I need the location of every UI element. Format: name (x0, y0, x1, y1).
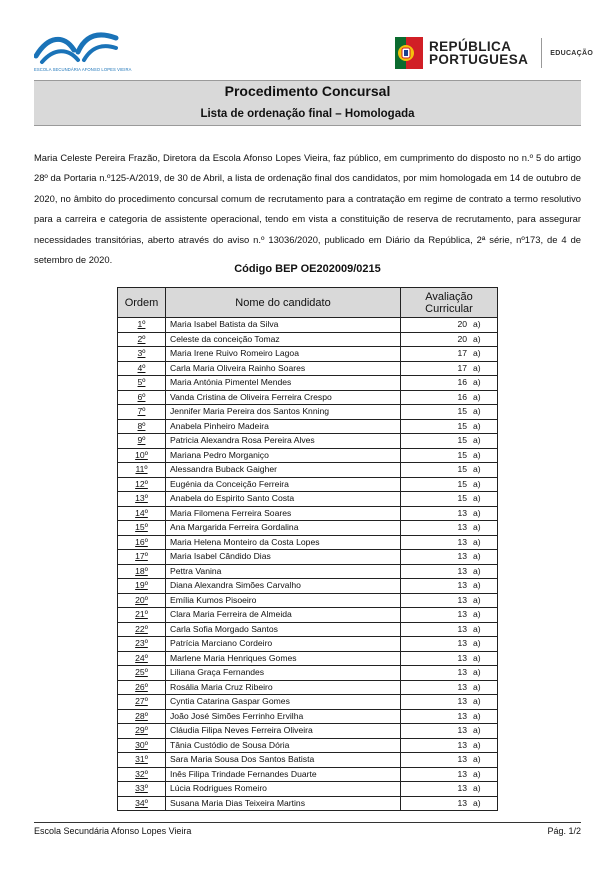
score-wrap (405, 724, 491, 737)
score-wrap (405, 318, 491, 331)
score-note: a) (473, 522, 481, 533)
table-row (118, 535, 498, 550)
cell-avaliacao (401, 521, 498, 536)
cell-ordem (118, 492, 166, 507)
cell-nome: Liliana Graça Fernandes (166, 666, 401, 681)
column-header-nome: Nome do candidato (166, 288, 401, 318)
cell-ordem (118, 405, 166, 420)
cell-nome: Maria Irene Ruivo Romeiro Lagoa (166, 347, 401, 362)
score-wrap (405, 797, 491, 810)
ordem-value: 13º (135, 493, 148, 504)
table-row (118, 477, 498, 492)
score-note: a) (473, 565, 481, 576)
cell-ordem (118, 419, 166, 434)
score-wrap (405, 550, 491, 563)
score-value: 13 (457, 696, 467, 707)
cell-ordem (118, 651, 166, 666)
cell-nome: Anabela do Espirito Santo Costa (166, 492, 401, 507)
score-note: a) (473, 362, 481, 373)
table-row (118, 579, 498, 594)
cell-nome: Marlene Maria Henriques Gomes (166, 651, 401, 666)
cell-avaliacao (401, 506, 498, 521)
score-note: a) (473, 710, 481, 721)
cell-nome: Patricia Alexandra Rosa Pereira Alves (166, 434, 401, 449)
score-wrap (405, 536, 491, 549)
score-value: 17 (457, 348, 467, 359)
table-body (118, 318, 498, 811)
ordem-value: 11º (135, 464, 148, 475)
bep-code: Código BEP OE202009/0215 (234, 263, 381, 275)
cell-ordem (118, 535, 166, 550)
score-value: 13 (457, 522, 467, 533)
table-row (118, 608, 498, 623)
score-value: 15 (457, 493, 467, 504)
ordem-value: 3º (137, 348, 146, 359)
cell-ordem (118, 318, 166, 333)
score-value: 13 (457, 783, 467, 794)
cell-avaliacao (401, 332, 498, 347)
score-note: a) (473, 725, 481, 736)
cell-nome: Diana Alexandra Simões Carvalho (166, 579, 401, 594)
cell-avaliacao (401, 318, 498, 333)
ordem-value: 14º (135, 507, 148, 518)
table-row (118, 622, 498, 637)
table-row (118, 318, 498, 333)
candidates-table (117, 287, 498, 811)
ordem-value: 5º (137, 377, 146, 388)
cell-nome: Maria Antónia Pimentel Mendes (166, 376, 401, 391)
score-value: 17 (457, 362, 467, 373)
ordem-value: 19º (135, 580, 148, 591)
score-wrap (405, 347, 491, 360)
score-wrap (405, 652, 491, 665)
cell-avaliacao (401, 434, 498, 449)
republic-name (429, 40, 528, 66)
cell-ordem (118, 361, 166, 376)
republic-name-line1: REPÚBLICA (429, 39, 512, 54)
score-value: 15 (457, 449, 467, 460)
score-wrap (405, 666, 491, 679)
cell-ordem (118, 767, 166, 782)
table-row (118, 405, 498, 420)
cell-ordem (118, 347, 166, 362)
score-note: a) (473, 507, 481, 518)
cell-avaliacao (401, 376, 498, 391)
score-note: a) (473, 768, 481, 779)
score-value: 13 (457, 565, 467, 576)
score-wrap (405, 637, 491, 650)
score-value: 13 (457, 768, 467, 779)
cell-ordem (118, 753, 166, 768)
ordem-value: 1º (137, 319, 146, 330)
ordem-value: 12º (135, 478, 148, 489)
cell-nome: Mariana Pedro Morganiço (166, 448, 401, 463)
cell-nome: Maria Helena Monteiro da Costa Lopes (166, 535, 401, 550)
score-wrap (405, 710, 491, 723)
cell-nome: Carla Maria Oliveira Rainho Soares (166, 361, 401, 376)
ordem-value: 16º (135, 536, 148, 547)
score-wrap (405, 579, 491, 592)
score-note: a) (473, 652, 481, 663)
score-note: a) (473, 493, 481, 504)
cell-ordem (118, 637, 166, 652)
cell-ordem (118, 390, 166, 405)
score-wrap (405, 521, 491, 534)
cell-nome: Ana Margarida Ferreira Gordalina (166, 521, 401, 536)
score-value: 20 (457, 319, 467, 330)
document-title: Procedimento Concursal (224, 83, 391, 99)
table-row (118, 521, 498, 536)
ministry-label: EDUCAÇÃO (550, 49, 594, 57)
ordem-value: 31º (135, 754, 148, 765)
footer-divider (34, 822, 581, 823)
score-note: a) (473, 406, 481, 417)
cell-nome: Anabela Pinheiro Madeira (166, 419, 401, 434)
score-value: 15 (457, 435, 467, 446)
cell-nome: Tânia Custódio de Sousa Dória (166, 738, 401, 753)
cell-nome: Emília Kumos Pisoeiro (166, 593, 401, 608)
score-wrap (405, 405, 491, 418)
table-row (118, 550, 498, 565)
header-divider (541, 38, 542, 68)
score-value: 13 (457, 681, 467, 692)
score-value: 13 (457, 623, 467, 634)
table-row (118, 724, 498, 739)
score-wrap (405, 565, 491, 578)
score-wrap (405, 463, 491, 476)
score-note: a) (473, 580, 481, 591)
cell-avaliacao (401, 637, 498, 652)
score-wrap (405, 478, 491, 491)
footer-school-name: Escola Secundária Afonso Lopes Vieira (34, 826, 192, 836)
cell-nome: Cláudia Filipa Neves Ferreira Oliveira (166, 724, 401, 739)
score-wrap (405, 492, 491, 505)
table-row (118, 434, 498, 449)
title-box (34, 80, 581, 126)
score-wrap (405, 608, 491, 621)
footer-page-number: Pág. 1/2 (547, 826, 581, 836)
ordem-value: 20º (135, 594, 148, 605)
announcement-paragraph: Maria Celeste Pereira Frazão, Diretora da Escola Afonso Lopes Vieira, faz público, em cumprimento do disposto no n.º 5 do artigo 28º da Portaria n.º125-A/2019, de 30 de Abril, a lista de ordenação final dos candidatos, por mim homologada em 14 de outubro de 2020, no âmbito do procedimento concursal comum de recrutamento para a contratação em regime de contrato a termo resolutivo para a carreira e categoria de assistente operacional, tendo em vista a constituição de reserva de recrutamento, para assegurar necessidades transitórias, aberto através do aviso n.º 13036/2020, publicado em Diário da República, 2ª série, nº173, de 4 de setembro de 2020. (34, 152, 581, 266)
ordem-value: 34º (135, 797, 148, 808)
ordem-value: 8º (137, 420, 146, 431)
cell-ordem (118, 521, 166, 536)
table-row (118, 753, 498, 768)
score-wrap (405, 739, 491, 752)
score-value: 13 (457, 609, 467, 620)
cell-nome: Celeste da conceição Tomaz (166, 332, 401, 347)
ordem-value: 9º (137, 435, 146, 446)
cell-ordem (118, 376, 166, 391)
score-value: 13 (457, 551, 467, 562)
cell-nome: Rosália Maria Cruz Ribeiro (166, 680, 401, 695)
cell-nome: Vanda Cristina de Oliveira Ferreira Crespo (166, 390, 401, 405)
cell-avaliacao (401, 550, 498, 565)
table-row (118, 796, 498, 811)
score-note: a) (473, 667, 481, 678)
score-note: a) (473, 609, 481, 620)
cell-avaliacao (401, 724, 498, 739)
school-logo (34, 30, 132, 75)
score-wrap (405, 449, 491, 462)
cell-avaliacao (401, 666, 498, 681)
cell-avaliacao (401, 767, 498, 782)
cell-avaliacao (401, 564, 498, 579)
cell-nome: Clara Maria Ferreira de Almeida (166, 608, 401, 623)
cell-nome: João José Simões Ferrinho Ervilha (166, 709, 401, 724)
cell-ordem (118, 332, 166, 347)
score-wrap (405, 507, 491, 520)
cell-avaliacao (401, 463, 498, 478)
table-row (118, 666, 498, 681)
ordem-value: 23º (135, 638, 148, 649)
ordem-value: 24º (135, 652, 148, 663)
score-wrap (405, 695, 491, 708)
cell-avaliacao (401, 419, 498, 434)
score-note: a) (473, 638, 481, 649)
score-note: a) (473, 449, 481, 460)
cell-nome: Jennifer Maria Pereira dos Santos Knning (166, 405, 401, 420)
cell-ordem (118, 709, 166, 724)
score-wrap (405, 681, 491, 694)
table-row (118, 651, 498, 666)
score-value: 15 (457, 420, 467, 431)
score-value: 16 (457, 391, 467, 402)
score-wrap (405, 594, 491, 607)
score-value: 13 (457, 507, 467, 518)
ordem-value: 30º (135, 739, 148, 750)
cell-ordem (118, 724, 166, 739)
table-row (118, 767, 498, 782)
cell-ordem (118, 434, 166, 449)
score-note: a) (473, 420, 481, 431)
cell-nome: Maria Filomena Ferreira Soares (166, 506, 401, 521)
cell-ordem (118, 608, 166, 623)
ordem-value: 17º (135, 551, 148, 562)
cell-nome: Alessandra Buback Gaigher (166, 463, 401, 478)
score-value: 13 (457, 536, 467, 547)
ordem-value: 32º (135, 768, 148, 779)
cell-avaliacao (401, 753, 498, 768)
ordem-value: 18º (135, 565, 148, 576)
score-note: a) (473, 377, 481, 388)
ordem-value: 2º (137, 333, 146, 344)
cell-avaliacao (401, 405, 498, 420)
table-row (118, 709, 498, 724)
ordem-value: 10º (135, 449, 148, 460)
cell-ordem (118, 564, 166, 579)
score-wrap (405, 333, 491, 346)
republic-name-line2: PORTUGUESA (429, 52, 529, 67)
table-row (118, 593, 498, 608)
cell-nome: Maria Isabel Batista da Silva (166, 318, 401, 333)
table-row (118, 376, 498, 391)
cell-ordem (118, 593, 166, 608)
cell-nome: Pettra Vanina (166, 564, 401, 579)
score-note: a) (473, 783, 481, 794)
score-value: 13 (457, 797, 467, 808)
score-note: a) (473, 551, 481, 562)
ordem-value: 4º (137, 362, 146, 373)
score-note: a) (473, 594, 481, 605)
score-note: a) (473, 435, 481, 446)
ordem-value: 29º (135, 725, 148, 736)
score-value: 13 (457, 594, 467, 605)
cell-nome: Cyntia Catarina Gaspar Gomes (166, 695, 401, 710)
table-row (118, 448, 498, 463)
score-note: a) (473, 623, 481, 634)
cell-ordem (118, 680, 166, 695)
score-note: a) (473, 797, 481, 808)
ordem-value: 21º (135, 609, 148, 620)
cell-avaliacao (401, 651, 498, 666)
cell-avaliacao (401, 593, 498, 608)
cell-nome: Eugénia da Conceição Ferreira (166, 477, 401, 492)
score-note: a) (473, 754, 481, 765)
cell-ordem (118, 579, 166, 594)
cell-ordem (118, 796, 166, 811)
table-row (118, 390, 498, 405)
table-row (118, 463, 498, 478)
cell-ordem (118, 477, 166, 492)
score-value: 13 (457, 638, 467, 649)
cell-ordem (118, 666, 166, 681)
table-row (118, 361, 498, 376)
score-value: 15 (457, 406, 467, 417)
cell-avaliacao (401, 796, 498, 811)
cell-ordem (118, 463, 166, 478)
score-value: 13 (457, 754, 467, 765)
score-value: 13 (457, 667, 467, 678)
ordem-value: 15º (135, 522, 148, 533)
cell-avaliacao (401, 608, 498, 623)
cell-nome: Patrícia Marciano Cordeiro (166, 637, 401, 652)
score-value: 13 (457, 652, 467, 663)
score-wrap (405, 362, 491, 375)
cell-avaliacao (401, 448, 498, 463)
score-note: a) (473, 739, 481, 750)
cell-avaliacao (401, 347, 498, 362)
score-wrap (405, 768, 491, 781)
cell-avaliacao (401, 390, 498, 405)
score-wrap (405, 420, 491, 433)
cell-nome: Sara Maria Sousa Dos Santos Batista (166, 753, 401, 768)
score-note: a) (473, 696, 481, 707)
score-wrap (405, 434, 491, 447)
ordem-value: 26º (135, 681, 148, 692)
cell-avaliacao (401, 709, 498, 724)
table-row (118, 738, 498, 753)
score-value: 13 (457, 725, 467, 736)
ordem-value: 27º (135, 696, 148, 707)
table-row (118, 695, 498, 710)
portuguese-flag-emblem-icon (395, 37, 423, 69)
score-note: a) (473, 319, 481, 330)
score-value: 20 (457, 333, 467, 344)
score-note: a) (473, 464, 481, 475)
cell-avaliacao (401, 361, 498, 376)
ordem-value: 25º (135, 667, 148, 678)
score-value: 13 (457, 710, 467, 721)
cell-ordem (118, 782, 166, 797)
cell-ordem (118, 622, 166, 637)
score-value: 13 (457, 739, 467, 750)
table-row (118, 506, 498, 521)
cell-nome: Susana Maria Dias Teixeira Martins (166, 796, 401, 811)
ordem-value: 28º (135, 710, 148, 721)
table-row (118, 492, 498, 507)
cell-nome: Inês Filipa Trindade Fernandes Duarte (166, 767, 401, 782)
score-wrap (405, 391, 491, 404)
cell-avaliacao (401, 477, 498, 492)
score-value: 15 (457, 478, 467, 489)
ordem-value: 7º (137, 406, 146, 417)
cell-avaliacao (401, 492, 498, 507)
cell-avaliacao (401, 782, 498, 797)
cell-ordem (118, 506, 166, 521)
cell-avaliacao (401, 738, 498, 753)
cell-avaliacao (401, 695, 498, 710)
column-header-ordem: Ordem (118, 288, 166, 318)
government-logo (395, 36, 593, 70)
cell-nome: Carla Sofia Morgado Santos (166, 622, 401, 637)
score-note: a) (473, 333, 481, 344)
score-note: a) (473, 348, 481, 359)
column-header-avaliacao: Avaliação Curricular (401, 288, 498, 318)
score-wrap (405, 376, 491, 389)
score-note: a) (473, 536, 481, 547)
score-value: 15 (457, 464, 467, 475)
cell-nome: Lúcia Rodrigues Romeiro (166, 782, 401, 797)
ordem-value: 33º (135, 783, 148, 794)
ordem-value: 6º (137, 391, 146, 402)
school-logo-icon (34, 30, 120, 66)
table-row (118, 347, 498, 362)
table-row (118, 782, 498, 797)
score-note: a) (473, 391, 481, 402)
cell-avaliacao (401, 535, 498, 550)
cell-ordem (118, 448, 166, 463)
document-subtitle: Lista de ordenação final – Homologada (200, 108, 415, 120)
cell-nome: Maria Isabel Cândido Dias (166, 550, 401, 565)
score-value: 13 (457, 580, 467, 591)
cell-avaliacao (401, 680, 498, 695)
cell-ordem (118, 550, 166, 565)
cell-ordem (118, 738, 166, 753)
cell-avaliacao (401, 622, 498, 637)
school-logo-caption: ESCOLA SECUNDÁRIA AFONSO LOPES VIEIRA (34, 67, 132, 72)
score-wrap (405, 753, 491, 766)
score-wrap (405, 782, 491, 795)
table-row (118, 637, 498, 652)
table-row (118, 564, 498, 579)
table-row (118, 332, 498, 347)
table-header-row (118, 288, 498, 318)
cell-avaliacao (401, 579, 498, 594)
score-note: a) (473, 681, 481, 692)
ordem-value: 22º (135, 623, 148, 634)
cell-ordem (118, 695, 166, 710)
score-note: a) (473, 478, 481, 489)
score-value: 16 (457, 377, 467, 388)
table-row (118, 680, 498, 695)
table-row (118, 419, 498, 434)
score-wrap (405, 623, 491, 636)
